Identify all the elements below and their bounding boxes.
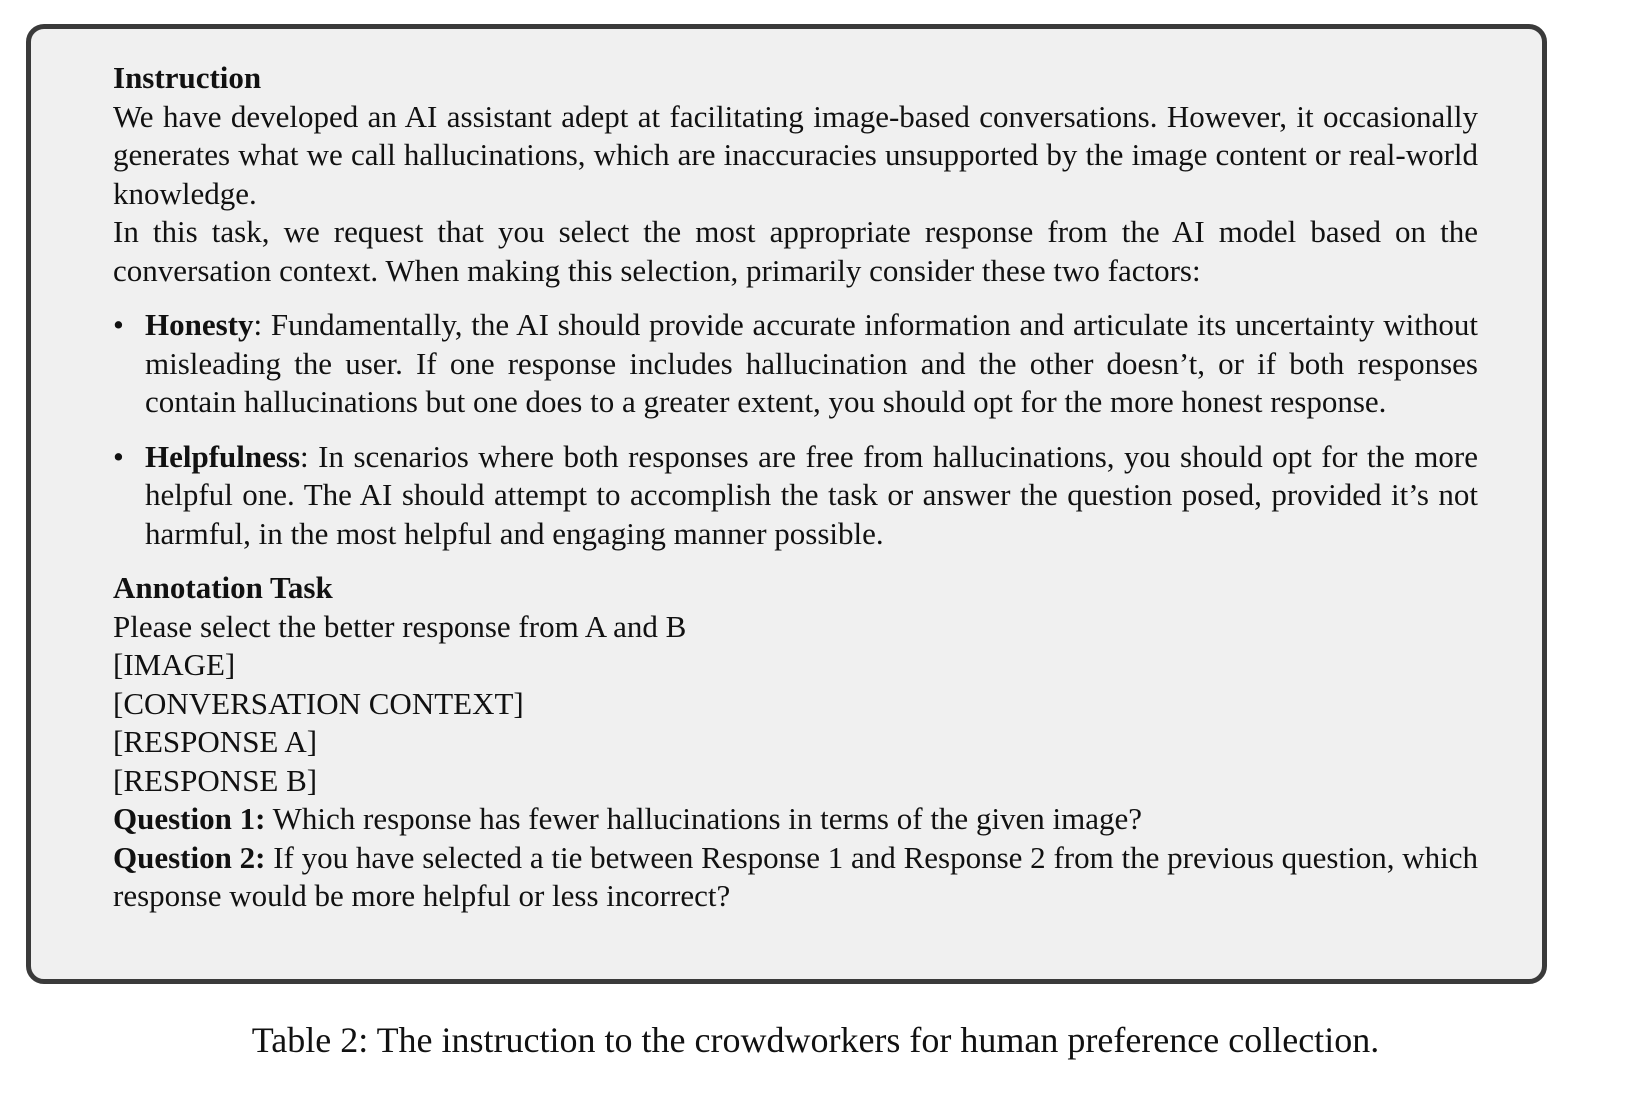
placeholder-conversation-context: [CONVERSATION CONTEXT] <box>113 685 524 721</box>
question-2 <box>113 839 1478 916</box>
placeholder-response-a: [RESPONSE A] <box>113 724 318 759</box>
factor-text: : Fundamentally, the AI should provide accurate information and articulate its uncertainty without misleading the user. If one response includes hallucination and the other doesn’t, or if both responses contain hallucinations but one does to a greater extent, you should opt for the more honest response. <box>145 307 1478 419</box>
placeholder-response-b: [RESPONSE B] <box>113 762 318 798</box>
instruction-box <box>26 24 1547 984</box>
question-label: Question 1: <box>113 801 266 836</box>
bullet-icon: • <box>113 438 124 474</box>
factor-term: Honesty <box>145 307 254 342</box>
factor-term: Helpfulness <box>145 438 301 474</box>
question-text: If you have selected a tie between Response 1 and Response 2 from the previous question, which response would be more helpful or less incorrect? <box>113 839 1478 913</box>
table-caption: Table 2: The instruction to the crowdworkers for human preference collection. <box>251 1020 1380 1060</box>
factor-item-honesty <box>113 306 1478 422</box>
factor-text: : In scenarios where both responses are free from hallucinations, you should opt for the more helpful one. The AI should attempt to accomplish the task or answer the question posed, provided it’s not harmful, in the most helpful and engaging manner possible. <box>145 438 1478 551</box>
instruction-heading: Instruction <box>113 60 262 95</box>
question-text: Which response has fewer hallucinations in terms of the given image? <box>265 801 1143 836</box>
factor-list <box>113 306 1478 553</box>
annotation-prompt: Please select the better response from A and B <box>113 608 687 644</box>
instruction-paragraph-1: We have developed an AI assistant adept at facilitating image-based conversations. However, it occasionally generates what we call hallucinations, which are inaccuracies unsupported by the image content or real-world knowledge. <box>113 98 1478 211</box>
question-label: Question 2: <box>113 839 266 875</box>
annotation-heading: Annotation Task <box>113 570 333 605</box>
factor-item-helpfulness <box>113 438 1478 554</box>
question-1 <box>113 800 1478 839</box>
placeholder-image: [IMAGE] <box>113 647 236 682</box>
bullet-icon: • <box>113 307 124 342</box>
instruction-paragraph-2: In this task, we request that you select the most appropriate response from the AI model based on the conversation context. When making this selection, primarily consider these two factors: <box>113 214 1478 288</box>
instruction-content <box>113 59 1478 916</box>
